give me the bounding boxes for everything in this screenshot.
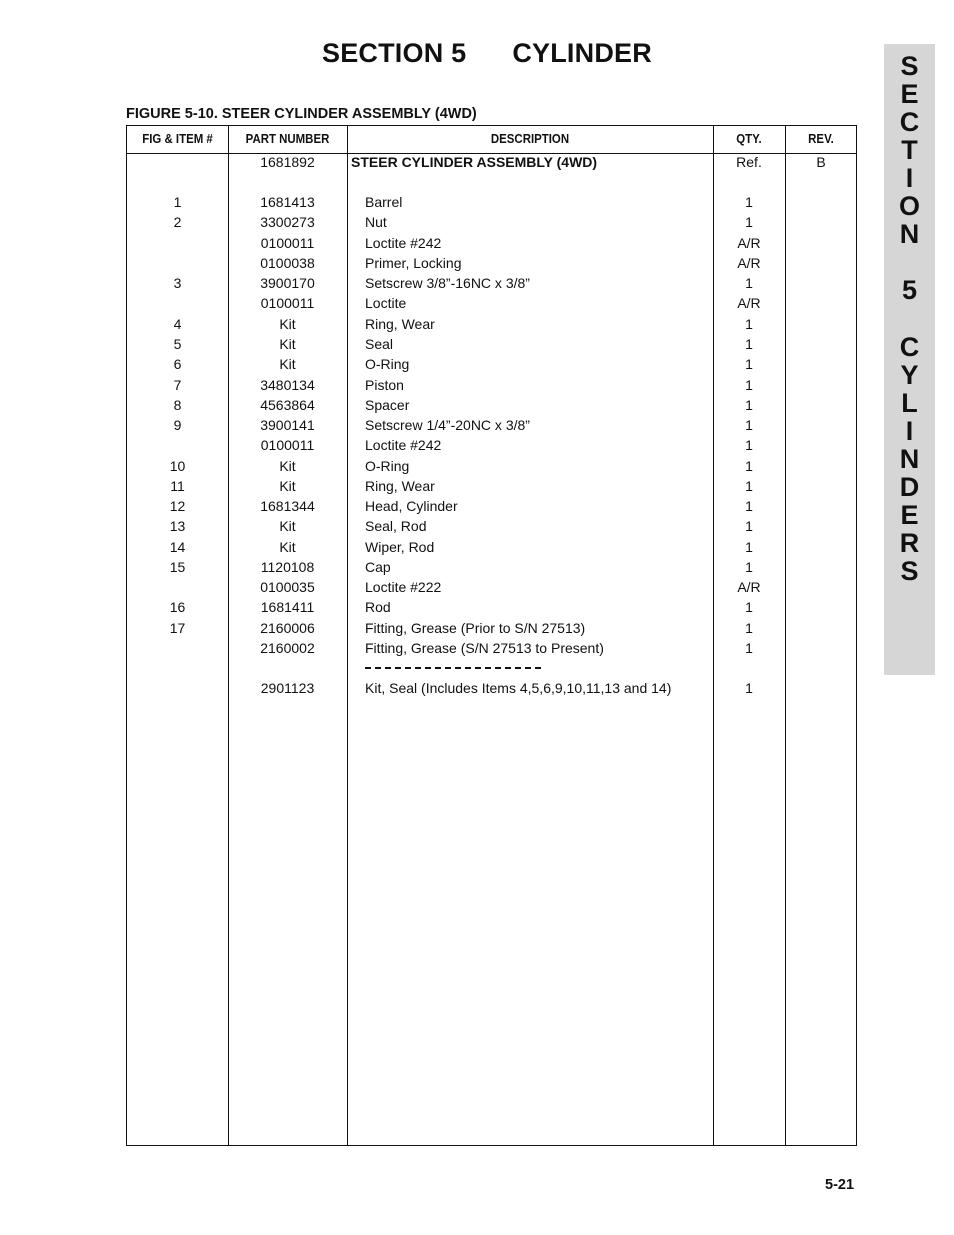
fig-item-cell: 5 — [173, 336, 182, 352]
table-row — [127, 577, 856, 597]
table-row — [127, 334, 856, 354]
part-number-cell: 3900170 — [260, 275, 315, 291]
side-tab-letter: I — [905, 163, 914, 193]
table-row — [127, 678, 856, 698]
qty-cell: 1 — [745, 518, 753, 534]
qty-cell: 1 — [745, 498, 753, 514]
table-row — [127, 597, 856, 617]
part-number-cell: 1681411 — [260, 599, 315, 615]
qty-cell: 1 — [745, 214, 753, 230]
description-cell: Seal — [365, 336, 394, 352]
header-rev: REV. — [808, 131, 834, 146]
qty-cell: 1 — [745, 417, 753, 433]
description-cell: Loctite #242 — [365, 235, 442, 251]
qty-cell: 1 — [745, 397, 753, 413]
table-row — [127, 152, 856, 172]
qty-cell: 1 — [745, 458, 753, 474]
description-cell: Primer, Locking — [365, 255, 462, 271]
part-number-cell: 2160002 — [260, 640, 315, 656]
description-cell: O-Ring — [365, 458, 410, 474]
fig-item-cell: 15 — [169, 559, 186, 575]
description-cell: Spacer — [365, 397, 410, 413]
qty-cell: 1 — [745, 539, 753, 555]
side-tab-letter: E — [900, 79, 919, 109]
fig-item-cell: 6 — [173, 356, 182, 372]
table-row — [127, 233, 856, 253]
qty-cell: 1 — [745, 275, 753, 291]
description-cell: Wiper, Rod — [365, 539, 435, 555]
section-title: CYLINDER — [512, 38, 652, 68]
header-qty: QTY. — [736, 131, 762, 146]
side-tab-letter: R — [899, 528, 920, 558]
figure-title: FIGURE 5-10. STEER CYLINDER ASSEMBLY (4WD) — [126, 106, 477, 122]
qty-cell: A/R — [737, 579, 761, 595]
description-cell: STEER CYLINDER ASSEMBLY (4WD) — [351, 154, 598, 170]
header-fig-item: FIG & ITEM # — [142, 131, 213, 146]
part-number-cell: 1681413 — [260, 194, 315, 210]
qty-cell: 1 — [745, 640, 753, 656]
table-row — [127, 537, 856, 557]
side-tab-letter: C — [899, 332, 920, 362]
table-row — [127, 395, 856, 415]
dashed-separator-row — [127, 658, 856, 678]
side-tab-letter: O — [898, 191, 920, 221]
part-number-cell: 2160006 — [260, 620, 315, 636]
fig-item-cell: 11 — [170, 478, 185, 494]
table-row — [127, 435, 856, 455]
description-cell: O-Ring — [365, 356, 410, 372]
part-number-cell: 3300273 — [260, 214, 315, 230]
section-label: SECTION 5 — [322, 38, 467, 68]
description-cell: Loctite #222 — [365, 579, 442, 595]
table-row — [127, 516, 856, 536]
side-tab-letter: S — [900, 51, 919, 81]
page-title — [322, 38, 652, 69]
part-number-cell: 0100011 — [260, 235, 315, 251]
dashed-separator — [365, 667, 541, 669]
header-description: DESCRIPTION — [490, 131, 570, 146]
part-number-cell: 0100038 — [260, 255, 315, 271]
table-row — [127, 415, 856, 435]
side-tab-letter: L — [901, 388, 918, 418]
description-cell: Setscrew 3/8”-16NC x 3/8” — [365, 275, 530, 291]
fig-item-cell: 9 — [173, 417, 182, 433]
side-tab-letter: N — [899, 444, 920, 474]
section-side-tab — [884, 44, 935, 675]
qty-cell: 1 — [745, 316, 753, 332]
qty-cell: 1 — [745, 680, 753, 696]
description-cell: Fitting, Grease (S/N 27513 to Present) — [365, 640, 604, 656]
part-number-cell: Kit — [279, 518, 296, 534]
description-cell: Fitting, Grease (Prior to S/N 27513) — [365, 620, 586, 636]
part-number-cell: 0100011 — [260, 437, 315, 453]
fig-item-cell: 12 — [169, 498, 186, 514]
rev-cell: B — [816, 154, 826, 170]
side-tab-letter: D — [899, 472, 920, 502]
side-tab-letter: E — [900, 500, 919, 530]
qty-cell: 1 — [745, 377, 753, 393]
part-number-cell: 4563864 — [260, 397, 315, 413]
qty-cell: 1 — [745, 194, 753, 210]
qty-cell: 1 — [745, 478, 753, 494]
part-number-cell: Kit — [279, 539, 296, 555]
description-cell: Loctite #242 — [365, 437, 442, 453]
side-tab-letter: Y — [900, 360, 919, 390]
table-row — [127, 192, 856, 212]
table-row — [127, 456, 856, 476]
part-number-cell: Kit — [279, 458, 296, 474]
part-number-cell: 1681344 — [260, 498, 315, 514]
side-tab-letter: C — [899, 107, 920, 137]
side-tab-letter: 5 — [901, 275, 918, 305]
description-cell: Barrel — [365, 194, 403, 210]
fig-item-cell: 2 — [173, 214, 182, 230]
side-tab-letter: I — [905, 416, 914, 446]
qty-cell: A/R — [737, 255, 761, 271]
part-number-cell: 3900141 — [260, 417, 315, 433]
qty-cell: Ref. — [736, 154, 762, 170]
table-row — [127, 638, 856, 658]
qty-cell: 1 — [745, 599, 753, 615]
description-cell: Head, Cylinder — [365, 498, 458, 514]
description-cell: Loctite — [365, 295, 407, 311]
qty-cell: 1 — [745, 559, 753, 575]
qty-cell: A/R — [737, 235, 761, 251]
fig-item-cell: 10 — [169, 458, 186, 474]
page-number: 5-21 — [825, 1177, 855, 1193]
part-number-cell: Kit — [279, 356, 296, 372]
description-cell: Cap — [365, 559, 391, 575]
description-cell: Nut — [365, 214, 387, 230]
part-number-cell: 2901123 — [260, 680, 315, 696]
fig-item-cell: 14 — [169, 539, 186, 555]
table-row — [127, 212, 856, 232]
fig-item-cell: 4 — [173, 316, 182, 332]
description-cell: Kit, Seal (Includes Items 4,5,6,9,10,11,13 and 14) — [365, 680, 672, 696]
qty-cell: A/R — [737, 295, 761, 311]
header-part-number: PART NUMBER — [245, 131, 330, 146]
table-row — [127, 314, 856, 334]
qty-cell: 1 — [745, 336, 753, 352]
side-tab-letter: T — [901, 135, 918, 165]
table-row — [127, 253, 856, 273]
side-tab-letter: N — [899, 219, 920, 249]
table-row — [127, 496, 856, 516]
part-number-cell: 3480134 — [260, 377, 315, 393]
fig-item-cell: 7 — [173, 377, 182, 393]
qty-cell: 1 — [745, 620, 753, 636]
part-number-cell: Kit — [279, 336, 296, 352]
description-cell: Rod — [365, 599, 391, 615]
part-number-cell: 1681892 — [260, 154, 315, 170]
table-row — [127, 375, 856, 395]
description-cell: Seal, Rod — [365, 518, 427, 534]
part-number-cell: Kit — [279, 478, 296, 494]
qty-cell: 1 — [745, 356, 753, 372]
table-row — [127, 293, 856, 313]
part-number-cell: Kit — [279, 316, 296, 332]
fig-item-cell: 3 — [173, 275, 182, 291]
qty-cell: 1 — [745, 437, 753, 453]
description-cell: Piston — [365, 377, 404, 393]
description-cell: Setscrew 1/4”-20NC x 3/8” — [365, 417, 530, 433]
part-number-cell: 0100011 — [260, 295, 315, 311]
table-row — [127, 476, 856, 496]
table-row — [127, 557, 856, 577]
description-cell: Ring, Wear — [365, 478, 435, 494]
part-number-cell: 1120108 — [260, 559, 315, 575]
fig-item-cell: 17 — [169, 620, 186, 636]
fig-item-cell: 1 — [173, 194, 182, 210]
fig-item-cell: 16 — [169, 599, 186, 615]
fig-item-cell: 8 — [173, 397, 182, 413]
side-tab-letter: S — [900, 556, 919, 586]
table-row — [127, 273, 856, 293]
part-number-cell: 0100035 — [260, 579, 315, 595]
parts-table — [126, 125, 857, 1146]
table-row — [127, 354, 856, 374]
description-cell: Ring, Wear — [365, 316, 435, 332]
table-row — [127, 618, 856, 638]
fig-item-cell: 13 — [169, 518, 186, 534]
